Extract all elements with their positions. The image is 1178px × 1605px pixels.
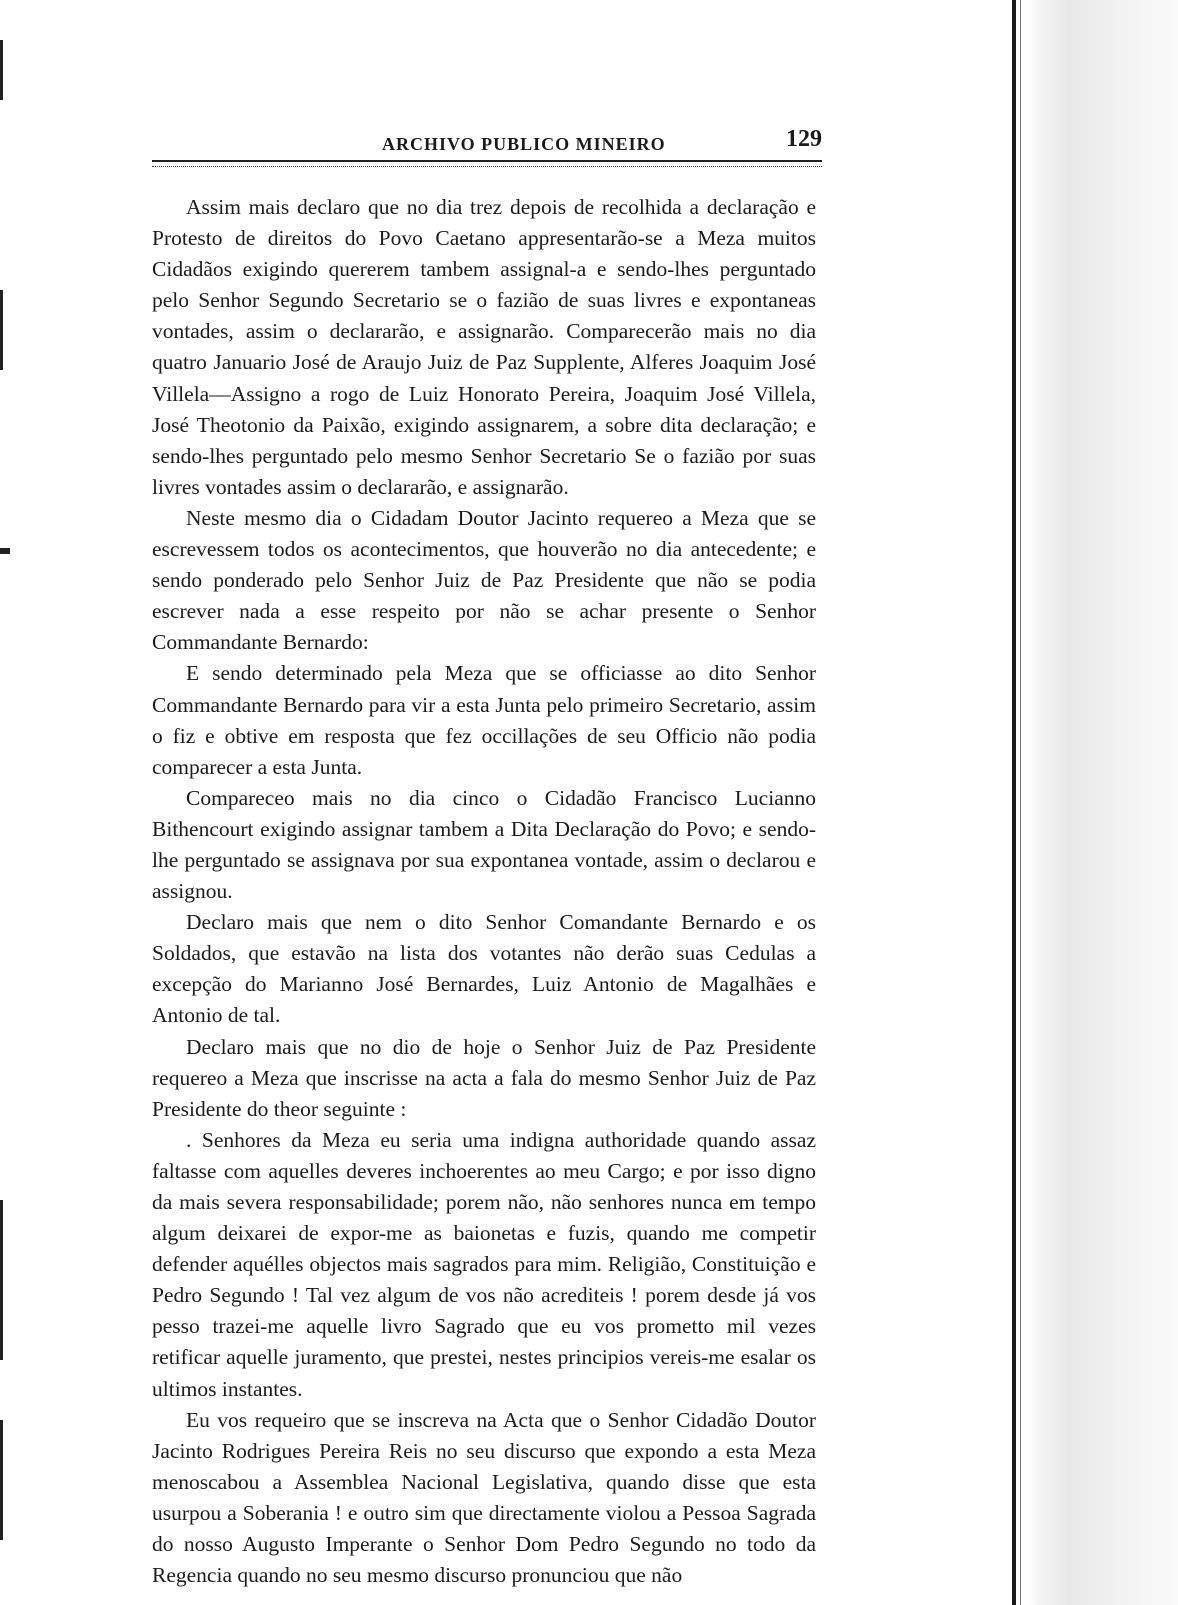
left-margin-marks — [0, 0, 14, 1605]
paragraph: . Senhores da Meza eu seria uma indigna authoridade quando assaz faltasse com aquelles deveres inchoerentes ao meu Cargo; e por isso digno da mais severa responsabilidade; porem não, não senhores nunca em tempo algum deixarei de expor-me as baionetas e fuzis, quando me competir defender aquélles objectos mais sagrados para mim. Religião, Constituição e Pedro Segundo ! Tal vez algum de vos não acrediteis ! porem desde já vos pesso trazei-me aquelle livro Sagrado que eu vos prometto mil vezes retificar aquelle juramento, que prestei, nestes principios vereis-me esalar os ultimos instantes. — [152, 1127, 816, 1401]
paragraph: Compareceo mais no dia cinco o Cidadão Francisco Lucianno Bithencourt exigindo assignar tambem a Dita Declaração do Povo; e sendo-lhe perguntado se assignava por sua expontanea vontade, assim o declarou e assignou. — [152, 785, 816, 904]
paragraph: Declaro mais que no dio de hoje o Senhor Juiz de Paz Presidente requereo a Meza que inscrisse na acta a fala do mesmo Senhor Juiz de Paz Presidente do theor seguinte : — [152, 1034, 816, 1121]
paragraph: Assim mais declaro que no dia trez depois de recolhida a declaração e Protesto de direitos do Povo Caetano appresentarão-se a Meza muitos Cidadãos exigindo quererem tambem assignal-a e sendo-lhes perguntado pelo Senhor Segundo Secretario se o fazião de suas livres e expontaneas vontades, assim o declararão, e assignarão. Comparecerão mais no dia quatro Januario José de Araujo Juiz de Paz Supplente, Alferes Joaquim José Villela—Assigno a rogo de Luiz Honorato Pereira, Joaquim José Villela, José Theotonio da Paixão, exigindo assignarem, a sobre dita declaração; e sendo-lhes perguntado pelo mesmo Senhor Secretario Se o fazião por suas livres vontades assim o declararão, e assignarão. — [152, 195, 816, 499]
running-header — [152, 126, 822, 166]
paragraph: Eu vos requeiro que se inscreva na Acta que o Senhor Cidadão Doutor Jacinto Rodrigues Pereira Reis no seu discurso que expondo a esta Meza menoscabou a Assemblea Nacional Legislativa, quando disse que esta usurpou a Soberania ! e outro sim que directamente violou a Pessoa Sagrada do nosso Augusto Imperante o Senhor Dom Pedro Segundo no todo da Regencia quando no seu mesmo discurso pronunciou que não — [152, 1407, 816, 1588]
scan-edge-shadow — [1028, 0, 1178, 1605]
paragraph: E sendo determinado pela Meza que se officiasse ao dito Senhor Commandante Bernardo para vir a esta Junta pelo primeiro Secretario, assim o fiz e obtive em resposta que fez occillações de seu Officio não podia comparecer a esta Junta. — [152, 661, 816, 779]
paragraph: Declaro mais que nem o dito Senhor Comandante Bernardo e os Soldados, que estavão na lista dos votantes não derão suas Cedulas a excepção do Marianno José Bernardes, Luiz Antonio de Magalhães e Antonio de tal. — [152, 910, 816, 1028]
running-header-title: ARCHIVO PUBLICO MINEIRO — [382, 134, 666, 154]
binding-edge-line-thin — [1020, 0, 1021, 1605]
page-body — [152, 192, 816, 1591]
page-number: 129 — [786, 126, 822, 152]
header-rule — [152, 160, 822, 167]
paragraph: Neste mesmo dia o Cidadam Doutor Jacinto requereo a Meza que se escrevessem todos os acontecimentos, que houverão no dia antecedente; e sendo ponderado pelo Senhor Juiz de Paz Presidente que não se podia escrever nada a esse respeito por não se achar presente o Senhor Commandante Bernardo: — [152, 505, 816, 655]
binding-edge-line — [1012, 0, 1016, 1605]
